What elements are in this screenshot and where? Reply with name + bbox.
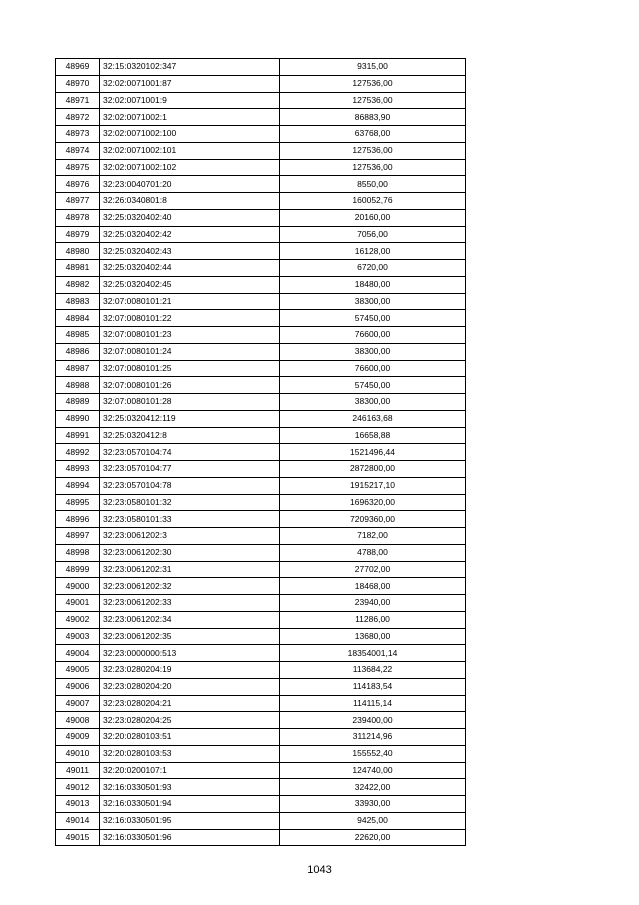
table-row xyxy=(56,477,466,494)
cadastral-number-cell: 32:23:0000000:513 xyxy=(100,645,280,662)
table-row xyxy=(56,494,466,511)
cadastral-number-cell: 32:16:0330501:96 xyxy=(100,829,280,846)
row-number-cell: 49000 xyxy=(56,578,100,595)
cadastral-number-cell: 32:23:0580101:32 xyxy=(100,494,280,511)
value-cell: 18480,00 xyxy=(280,276,466,293)
table-row xyxy=(56,745,466,762)
cadastral-number-cell: 32:23:0280204:25 xyxy=(100,712,280,729)
cadastral-number-cell: 32:16:0330501:95 xyxy=(100,812,280,829)
row-number-cell: 49012 xyxy=(56,779,100,796)
table-row xyxy=(56,209,466,226)
cadastral-number-cell: 32:25:0320402:43 xyxy=(100,243,280,260)
row-number-cell: 48995 xyxy=(56,494,100,511)
cadastral-number-cell: 32:23:0570104:77 xyxy=(100,461,280,478)
value-cell: 20160,00 xyxy=(280,209,466,226)
cadastral-number-cell: 32:16:0330501:93 xyxy=(100,779,280,796)
value-cell: 9315,00 xyxy=(280,59,466,76)
cadastral-number-cell: 32:02:0071002:100 xyxy=(100,126,280,143)
value-cell: 76600,00 xyxy=(280,360,466,377)
cadastral-number-cell: 32:02:0071002:1 xyxy=(100,109,280,126)
cadastral-number-cell: 32:20:0200107:1 xyxy=(100,762,280,779)
value-cell: 127536,00 xyxy=(280,159,466,176)
value-cell: 16658,88 xyxy=(280,427,466,444)
table-row xyxy=(56,410,466,427)
cadastral-number-cell: 32:07:0080101:25 xyxy=(100,360,280,377)
cadastral-number-cell: 32:25:0320402:40 xyxy=(100,209,280,226)
row-number-cell: 48984 xyxy=(56,310,100,327)
table-row xyxy=(56,427,466,444)
table-row xyxy=(56,544,466,561)
value-cell: 76600,00 xyxy=(280,327,466,344)
table-row xyxy=(56,729,466,746)
row-number-cell: 49014 xyxy=(56,812,100,829)
value-cell: 9425,00 xyxy=(280,812,466,829)
value-cell: 1521496,44 xyxy=(280,444,466,461)
value-cell: 32422,00 xyxy=(280,779,466,796)
table-row xyxy=(56,578,466,595)
value-cell: 27702,00 xyxy=(280,561,466,578)
table-row xyxy=(56,611,466,628)
value-cell: 13680,00 xyxy=(280,628,466,645)
value-cell: 239400,00 xyxy=(280,712,466,729)
cadastral-number-cell: 32:23:0280204:20 xyxy=(100,678,280,695)
table-row xyxy=(56,193,466,210)
row-number-cell: 48992 xyxy=(56,444,100,461)
cadastral-number-cell: 32:23:0280204:21 xyxy=(100,695,280,712)
cadastral-number-cell: 32:25:0320412:8 xyxy=(100,427,280,444)
cadastral-number-cell: 32:07:0080101:21 xyxy=(100,293,280,310)
row-number-cell: 48994 xyxy=(56,477,100,494)
value-cell: 113684,22 xyxy=(280,662,466,679)
row-number-cell: 48991 xyxy=(56,427,100,444)
row-number-cell: 48975 xyxy=(56,159,100,176)
row-number-cell: 49006 xyxy=(56,678,100,695)
value-cell: 23940,00 xyxy=(280,595,466,612)
row-number-cell: 48988 xyxy=(56,377,100,394)
table-row xyxy=(56,444,466,461)
row-number-cell: 48971 xyxy=(56,92,100,109)
value-cell: 311214,96 xyxy=(280,729,466,746)
table-row xyxy=(56,779,466,796)
cadastral-number-cell: 32:26:0340801:8 xyxy=(100,193,280,210)
row-number-cell: 49010 xyxy=(56,745,100,762)
value-cell: 6720,00 xyxy=(280,260,466,277)
value-cell: 7182,00 xyxy=(280,528,466,545)
cadastral-number-cell: 32:23:0570104:78 xyxy=(100,477,280,494)
value-cell: 1915217,10 xyxy=(280,477,466,494)
cadastral-number-cell: 32:02:0071002:102 xyxy=(100,159,280,176)
cadastral-number-cell: 32:07:0080101:24 xyxy=(100,343,280,360)
row-number-cell: 48978 xyxy=(56,209,100,226)
cadastral-number-cell: 32:15:0320102:347 xyxy=(100,59,280,76)
value-cell: 8550,00 xyxy=(280,176,466,193)
row-number-cell: 48969 xyxy=(56,59,100,76)
value-cell: 38300,00 xyxy=(280,394,466,411)
table-row xyxy=(56,461,466,478)
value-cell: 127536,00 xyxy=(280,75,466,92)
table-row xyxy=(56,109,466,126)
value-cell: 7209360,00 xyxy=(280,511,466,528)
row-number-cell: 48974 xyxy=(56,142,100,159)
table-row xyxy=(56,812,466,829)
cadastral-number-cell: 32:07:0080101:28 xyxy=(100,394,280,411)
cadastral-number-cell: 32:02:0071001:9 xyxy=(100,92,280,109)
table-row xyxy=(56,662,466,679)
value-cell: 16128,00 xyxy=(280,243,466,260)
value-cell: 38300,00 xyxy=(280,343,466,360)
value-cell: 2872800,00 xyxy=(280,461,466,478)
row-number-cell: 48997 xyxy=(56,528,100,545)
cadastral-number-cell: 32:23:0040701:20 xyxy=(100,176,280,193)
row-number-cell: 49003 xyxy=(56,628,100,645)
row-number-cell: 48993 xyxy=(56,461,100,478)
row-number-cell: 48990 xyxy=(56,410,100,427)
table-row xyxy=(56,226,466,243)
table-row xyxy=(56,829,466,846)
cadastral-number-cell: 32:16:0330501:94 xyxy=(100,796,280,813)
cadastral-number-cell: 32:23:0061202:34 xyxy=(100,611,280,628)
row-number-cell: 49009 xyxy=(56,729,100,746)
table-row xyxy=(56,695,466,712)
table-row xyxy=(56,293,466,310)
cadastral-number-cell: 32:20:0280103:53 xyxy=(100,745,280,762)
table-body xyxy=(56,59,466,846)
cadastral-number-cell: 32:23:0061202:31 xyxy=(100,561,280,578)
value-cell: 114183,54 xyxy=(280,678,466,695)
value-cell: 86883,90 xyxy=(280,109,466,126)
value-cell: 127536,00 xyxy=(280,92,466,109)
row-number-cell: 48981 xyxy=(56,260,100,277)
cadastral-number-cell: 32:07:0080101:22 xyxy=(100,310,280,327)
row-number-cell: 48996 xyxy=(56,511,100,528)
row-number-cell: 49011 xyxy=(56,762,100,779)
cadastral-number-cell: 32:23:0061202:33 xyxy=(100,595,280,612)
row-number-cell: 48985 xyxy=(56,327,100,344)
cadastral-number-cell: 32:25:0320402:42 xyxy=(100,226,280,243)
cadastral-number-cell: 32:07:0080101:23 xyxy=(100,327,280,344)
table-row xyxy=(56,796,466,813)
row-number-cell: 49013 xyxy=(56,796,100,813)
table-row xyxy=(56,360,466,377)
value-cell: 22620,00 xyxy=(280,829,466,846)
row-number-cell: 48998 xyxy=(56,544,100,561)
row-number-cell: 48987 xyxy=(56,360,100,377)
table-row xyxy=(56,59,466,76)
cadastral-value-table xyxy=(55,58,466,846)
value-cell: 246163,68 xyxy=(280,410,466,427)
row-number-cell: 48977 xyxy=(56,193,100,210)
value-cell: 127536,00 xyxy=(280,142,466,159)
row-number-cell: 49005 xyxy=(56,662,100,679)
value-cell: 1696320,00 xyxy=(280,494,466,511)
value-cell: 18354001,14 xyxy=(280,645,466,662)
table-row xyxy=(56,260,466,277)
table-row xyxy=(56,159,466,176)
table-row xyxy=(56,243,466,260)
row-number-cell: 48973 xyxy=(56,126,100,143)
cadastral-number-cell: 32:25:0320402:44 xyxy=(100,260,280,277)
cadastral-number-cell: 32:02:0071002:101 xyxy=(100,142,280,159)
table-row xyxy=(56,712,466,729)
cadastral-number-cell: 32:23:0061202:32 xyxy=(100,578,280,595)
cadastral-number-cell: 32:23:0061202:3 xyxy=(100,528,280,545)
cadastral-number-cell: 32:23:0580101:33 xyxy=(100,511,280,528)
cadastral-number-cell: 32:02:0071001:87 xyxy=(100,75,280,92)
table-row xyxy=(56,595,466,612)
table-row xyxy=(56,511,466,528)
row-number-cell: 48979 xyxy=(56,226,100,243)
table-row xyxy=(56,276,466,293)
table-row xyxy=(56,92,466,109)
value-cell: 18468,00 xyxy=(280,578,466,595)
cadastral-number-cell: 32:25:0320412:119 xyxy=(100,410,280,427)
table-row xyxy=(56,762,466,779)
row-number-cell: 48999 xyxy=(56,561,100,578)
row-number-cell: 49004 xyxy=(56,645,100,662)
row-number-cell: 49015 xyxy=(56,829,100,846)
row-number-cell: 48970 xyxy=(56,75,100,92)
table-row xyxy=(56,310,466,327)
cadastral-number-cell: 32:23:0280204:19 xyxy=(100,662,280,679)
value-cell: 160052,76 xyxy=(280,193,466,210)
cadastral-number-cell: 32:23:0570104:74 xyxy=(100,444,280,461)
value-cell: 114115,14 xyxy=(280,695,466,712)
page-number: 1043 xyxy=(307,864,332,876)
table-row xyxy=(56,343,466,360)
value-cell: 33930,00 xyxy=(280,796,466,813)
row-number-cell: 49001 xyxy=(56,595,100,612)
value-cell: 63768,00 xyxy=(280,126,466,143)
value-cell: 7056,00 xyxy=(280,226,466,243)
row-number-cell: 48989 xyxy=(56,394,100,411)
row-number-cell: 48983 xyxy=(56,293,100,310)
table-row xyxy=(56,678,466,695)
cadastral-number-cell: 32:23:0061202:35 xyxy=(100,628,280,645)
value-cell: 38300,00 xyxy=(280,293,466,310)
value-cell: 124740,00 xyxy=(280,762,466,779)
table-row xyxy=(56,126,466,143)
value-cell: 57450,00 xyxy=(280,377,466,394)
value-cell: 11286,00 xyxy=(280,611,466,628)
cadastral-number-cell: 32:25:0320402:45 xyxy=(100,276,280,293)
cadastral-number-cell: 32:23:0061202:30 xyxy=(100,544,280,561)
value-cell: 4788,00 xyxy=(280,544,466,561)
table-row xyxy=(56,645,466,662)
table-row xyxy=(56,628,466,645)
table-row xyxy=(56,327,466,344)
table-row xyxy=(56,142,466,159)
row-number-cell: 48982 xyxy=(56,276,100,293)
row-number-cell: 49008 xyxy=(56,712,100,729)
cadastral-number-cell: 32:20:0280103:51 xyxy=(100,729,280,746)
table-row xyxy=(56,377,466,394)
row-number-cell: 48976 xyxy=(56,176,100,193)
table-row xyxy=(56,561,466,578)
table-row xyxy=(56,394,466,411)
row-number-cell: 49007 xyxy=(56,695,100,712)
row-number-cell: 49002 xyxy=(56,611,100,628)
table-row xyxy=(56,528,466,545)
cadastral-number-cell: 32:07:0080101:26 xyxy=(100,377,280,394)
row-number-cell: 48986 xyxy=(56,343,100,360)
value-cell: 155552,40 xyxy=(280,745,466,762)
table-row xyxy=(56,176,466,193)
row-number-cell: 48972 xyxy=(56,109,100,126)
value-cell: 57450,00 xyxy=(280,310,466,327)
row-number-cell: 48980 xyxy=(56,243,100,260)
table-row xyxy=(56,75,466,92)
